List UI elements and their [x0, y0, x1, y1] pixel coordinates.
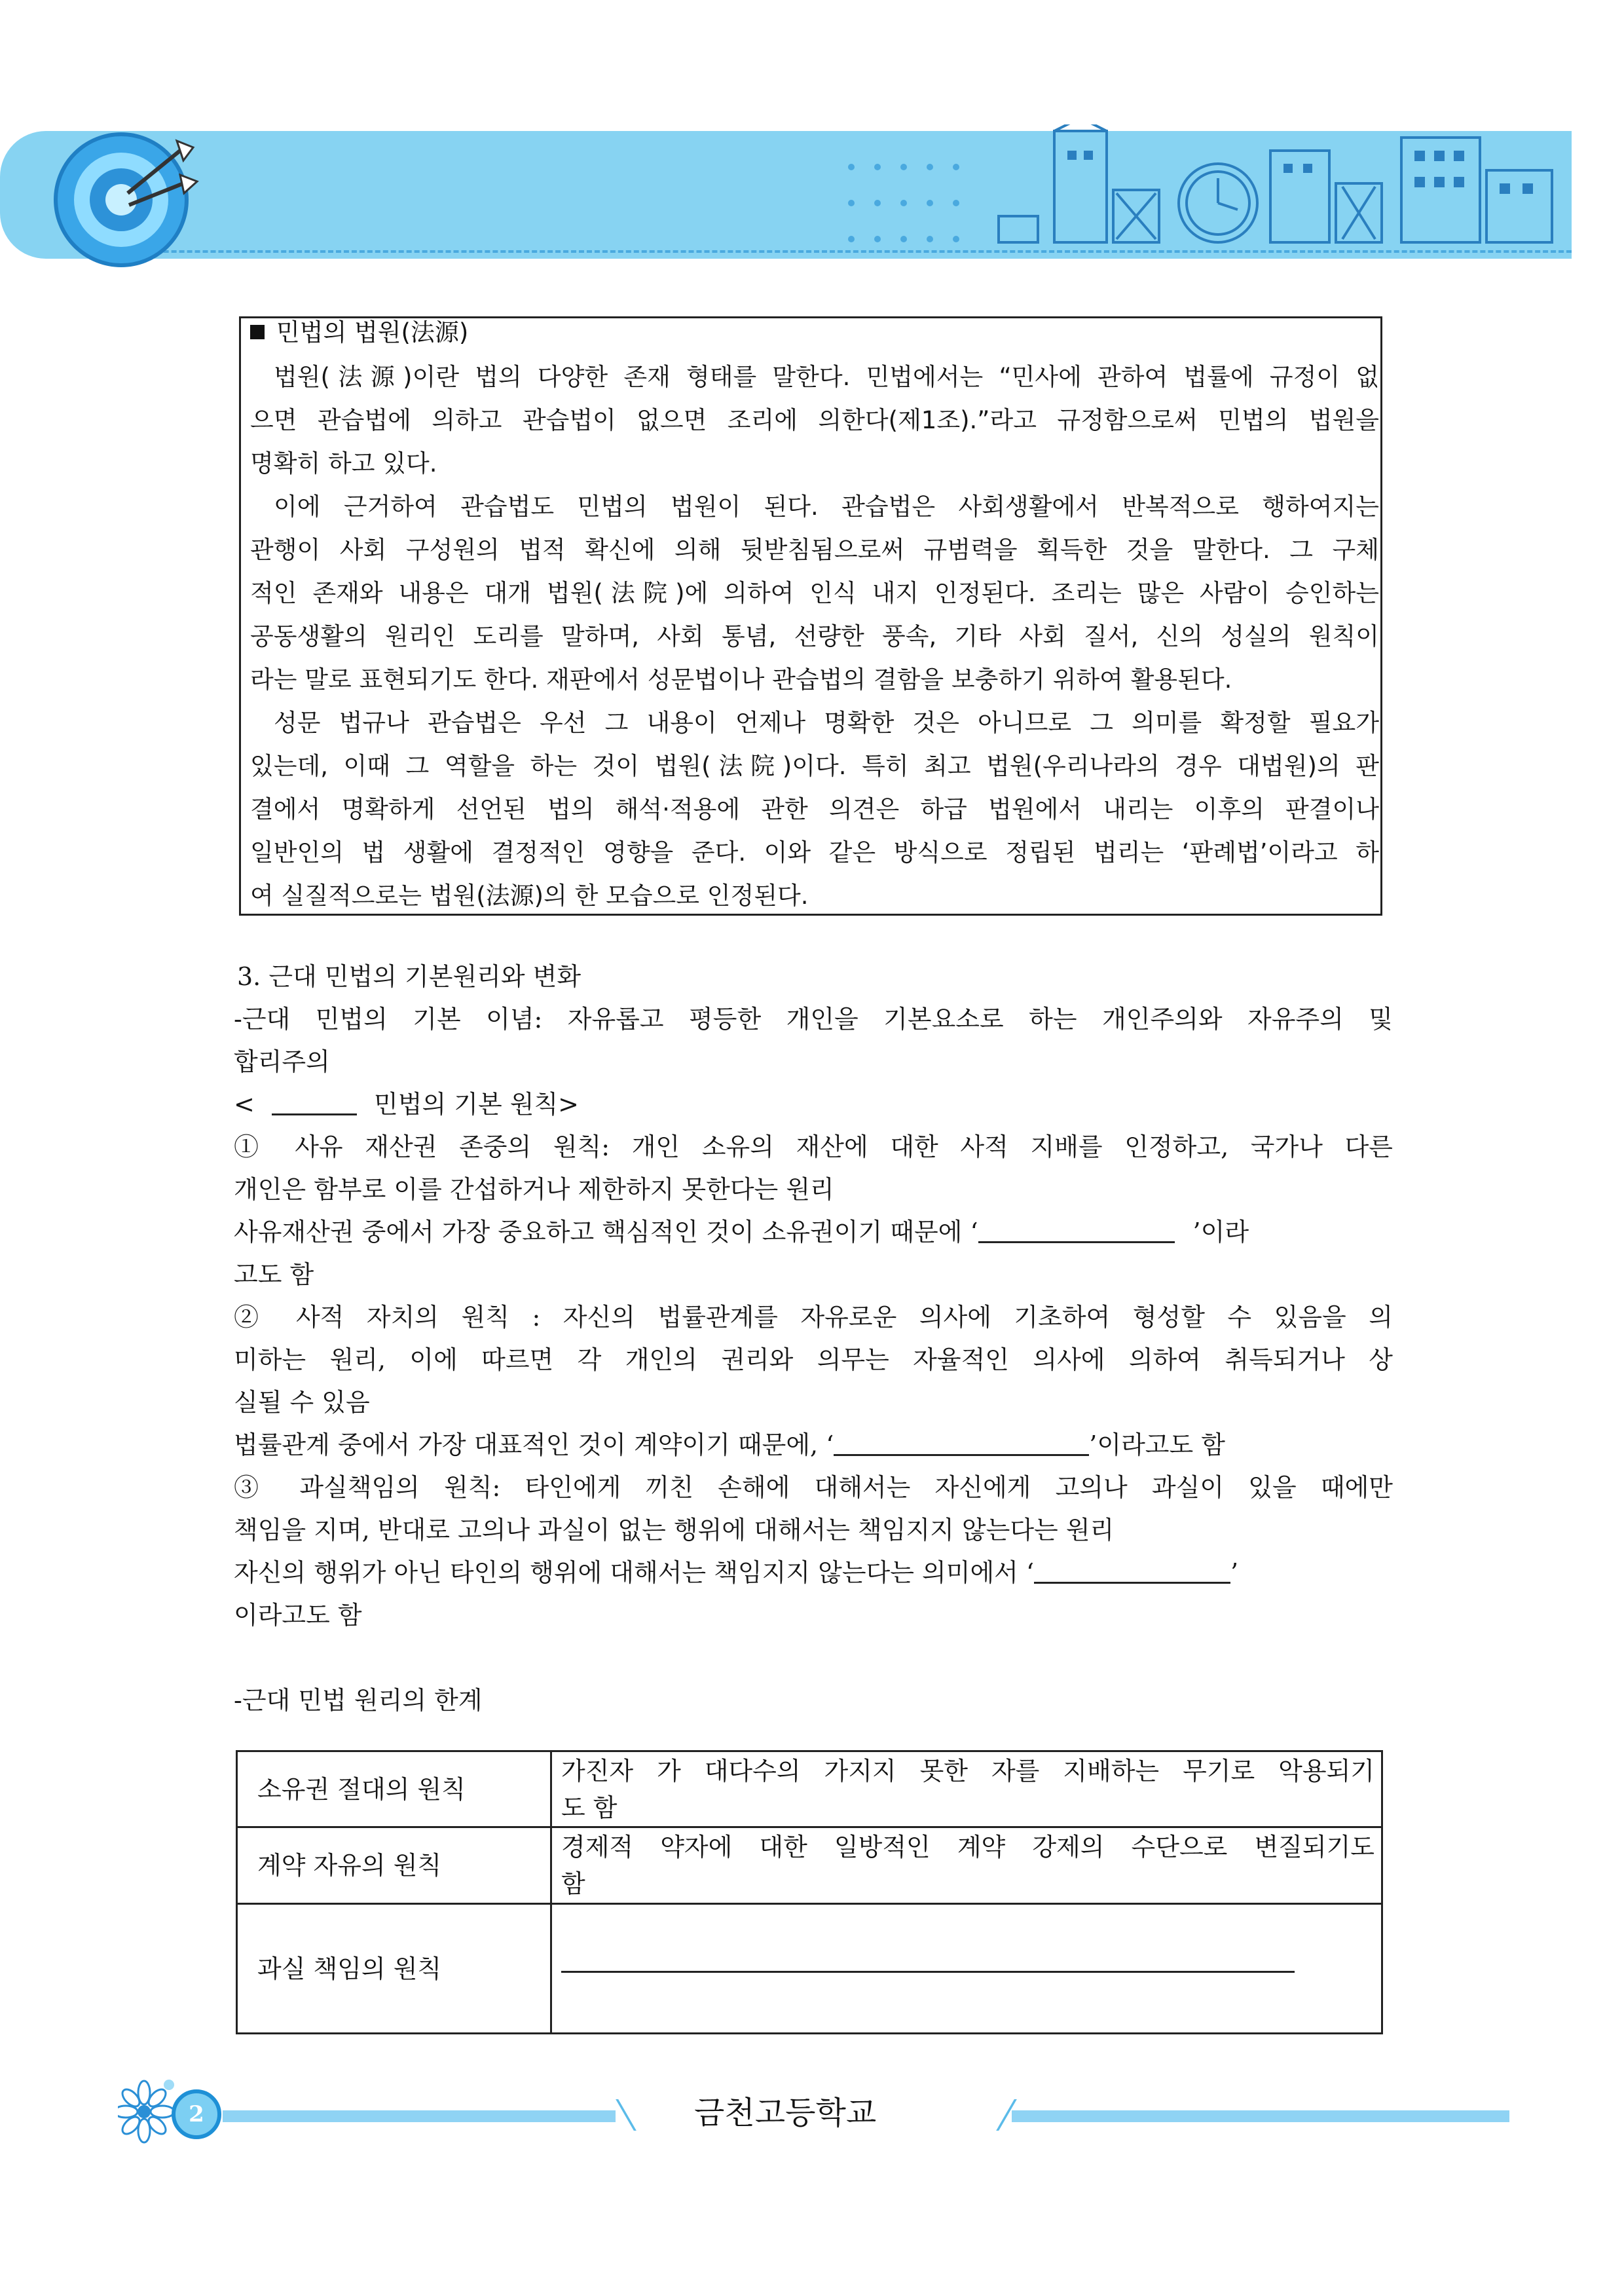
principle-3-alias-line — [234, 1558, 1238, 1588]
principle-3-line: 책임을 지며, 반대로 고의나 과실이 없는 행위에 대해서는 책임지지 않는다는 원리 — [234, 1516, 1115, 1544]
principles-title — [234, 1089, 579, 1119]
limits-table — [236, 1750, 1383, 2034]
box-title — [250, 318, 468, 347]
limits-heading: -근대 민법 원리의 한계 — [234, 1686, 483, 1715]
table-cell-text — [551, 1751, 1382, 1827]
box-line: 적인 존재와 내용은 대개 법원(法院)에 의하여 인식 내지 인정된다. 조리는 많은 사람이 승인하는 — [250, 579, 1379, 607]
box-line: 일반인의 법 생활에 결정적인 영향을 준다. 이와 같은 방식으로 정립된 법리는 ‘판례법’이라고 하 — [250, 838, 1379, 867]
table-cell-answer[interactable] — [551, 1904, 1382, 2034]
square-bullet-icon — [250, 325, 265, 339]
city-clock-illustration — [838, 124, 1565, 259]
table-cell-text-line: 도 함 — [561, 1793, 618, 1822]
table-cell-text — [551, 1827, 1382, 1904]
principle-1-alias-line — [234, 1217, 1249, 1247]
principle-3-alias-suffix: ’ — [1230, 1558, 1239, 1587]
principles-title-close: 민법의 기본 원칙> — [374, 1090, 579, 1119]
principle-2-alias-text: 법률관계 중에서 가장 대표적인 것이 계약이기 때문에, ‘ — [234, 1430, 834, 1459]
box-line: 라는 말로 표현되기도 한다. 재판에서 성문법이나 관습법의 결함을 보충하기 위하여 활용된다. — [250, 665, 1232, 694]
box-line: 결에서 명확하게 선언된 법의 해석·적용에 관한 의견은 하급 법원에서 내리는 이후의 판결이나 — [250, 795, 1379, 823]
box-line: 으면 관습법에 의하고 관습법이 없으면 조리에 의한다(제1조).”라고 규정함으로써 민법의 법원을 — [250, 406, 1379, 434]
box-line: 관행이 사회 구성원의 법적 확신에 의해 뒷받침됨으로써 규범력을 획득한 것을 말한다. 그 구체 — [250, 536, 1379, 564]
principle-2-line: 미하는 원리, 이에 따르면 각 개인의 권리와 의무는 자율적인 의사에 의하여 취득되거나 상 — [234, 1345, 1393, 1374]
table-row — [237, 1751, 1382, 1827]
footer-bar-right — [1012, 2110, 1509, 2122]
box-line: 여 실질적으로는 법원(法源)의 한 모습으로 인정된다. — [250, 882, 809, 910]
box-line: 법원(法源)이란 법의 다양한 존재 형태를 말한다. 민법에서는 “민사에 관하여 법률에 규정이 없 — [274, 363, 1379, 391]
principle-1-blank[interactable] — [978, 1219, 1175, 1243]
school-name: 금천고등학교 — [694, 2095, 877, 2131]
table-cell-text-line: 함 — [561, 1869, 585, 1898]
principle-1-alias-suffix: ’이라 — [1192, 1218, 1249, 1246]
footer-bar-left — [223, 2110, 616, 2122]
box-title-text: 민법의 법원(法源) — [276, 318, 469, 346]
table-cell-text-line: 경제적 약자에 대한 일방적인 계약 강제의 수단으로 변질되기도 — [561, 1833, 1375, 1861]
box-line: 성문 법규나 관습법은 우선 그 내용이 언제나 명확한 것은 아니므로 그 의미를 확정할 필요가 — [274, 709, 1379, 737]
box-line: 있는데, 이때 그 역할을 하는 것이 법원(法院)이다. 특히 최고 법원(우리나라의 경우 대법원)의 판 — [250, 752, 1379, 780]
principle-1-line: 고도 함 — [234, 1260, 314, 1289]
dartboard-target-icon — [49, 121, 200, 272]
principles-blank[interactable] — [272, 1091, 357, 1115]
table-cell-label: 과실 책임의 원칙 — [237, 1904, 551, 2034]
principle-3-line: 이라고도 함 — [234, 1601, 362, 1630]
principle-3-alias-text: 자신의 행위가 아닌 타인의 행위에 대해서는 책임지지 않는다는 의미에서 ‘ — [234, 1558, 1035, 1587]
page-number: 2 — [172, 2089, 221, 2139]
principles-title-open: < — [234, 1090, 255, 1119]
box-line: 이에 근거하여 관습법도 민법의 법원이 된다. 관습법은 사회생활에서 반복적으로 행하여지는 — [274, 493, 1379, 521]
answer-blank-line[interactable] — [561, 1971, 1295, 1973]
principle-2-alias-line — [234, 1430, 1225, 1460]
principle-3-blank[interactable] — [1034, 1560, 1230, 1584]
principle-1-line: ① 사유 재산권 존중의 원칙: 개인 소유의 재산에 대한 사적 지배를 인정하고, 국가나 다른 — [234, 1132, 1393, 1161]
table-row — [237, 1904, 1382, 2034]
principle-1-line: 개인은 함부로 이를 간섭하거나 제한하지 못한다는 원리 — [234, 1175, 834, 1204]
principle-2-line: 실될 수 있음 — [234, 1388, 370, 1417]
box-line: 공동생활의 원리인 도리를 말하며, 사회 통념, 선량한 풍속, 기타 사회 질서, 신의 성실의 원칙이 — [250, 622, 1379, 650]
principle-3-line: ③ 과실책임의 원칙: 타인에게 끼친 손해에 대해서는 자신에게 고의나 과실이 있을 때에만 — [234, 1473, 1393, 1502]
principle-1-alias-text: 사유재산권 중에서 가장 중요하고 핵심적인 것이 소유권이기 때문에 ‘ — [234, 1218, 978, 1246]
basic-idea-line: -근대 민법의 기본 이념: 자유롭고 평등한 개인을 기본요소로 하는 개인주의와 자유주의 및 — [234, 1005, 1393, 1034]
basic-idea-line: 합리주의 — [234, 1047, 330, 1076]
table-row — [237, 1827, 1382, 1904]
principle-2-blank[interactable] — [834, 1432, 1089, 1456]
section-heading: 3. 근대 민법의 기본원리와 변화 — [237, 962, 581, 991]
principle-2-alias-suffix: ’이라고도 함 — [1089, 1430, 1225, 1459]
table-cell-label: 소유권 절대의 원칙 — [237, 1751, 551, 1827]
box-line: 명확히 하고 있다. — [250, 449, 437, 477]
table-cell-text-line: 가진자 가 대다수의 가지지 못한 자를 지배하는 무기로 악용되기 — [561, 1756, 1375, 1785]
principle-2-line: ② 사적 자치의 원칙 : 자신의 법률관계를 자유로운 의사에 기초하여 형성할 수 있음을 의 — [234, 1303, 1393, 1332]
table-cell-label: 계약 자유의 원칙 — [237, 1827, 551, 1904]
